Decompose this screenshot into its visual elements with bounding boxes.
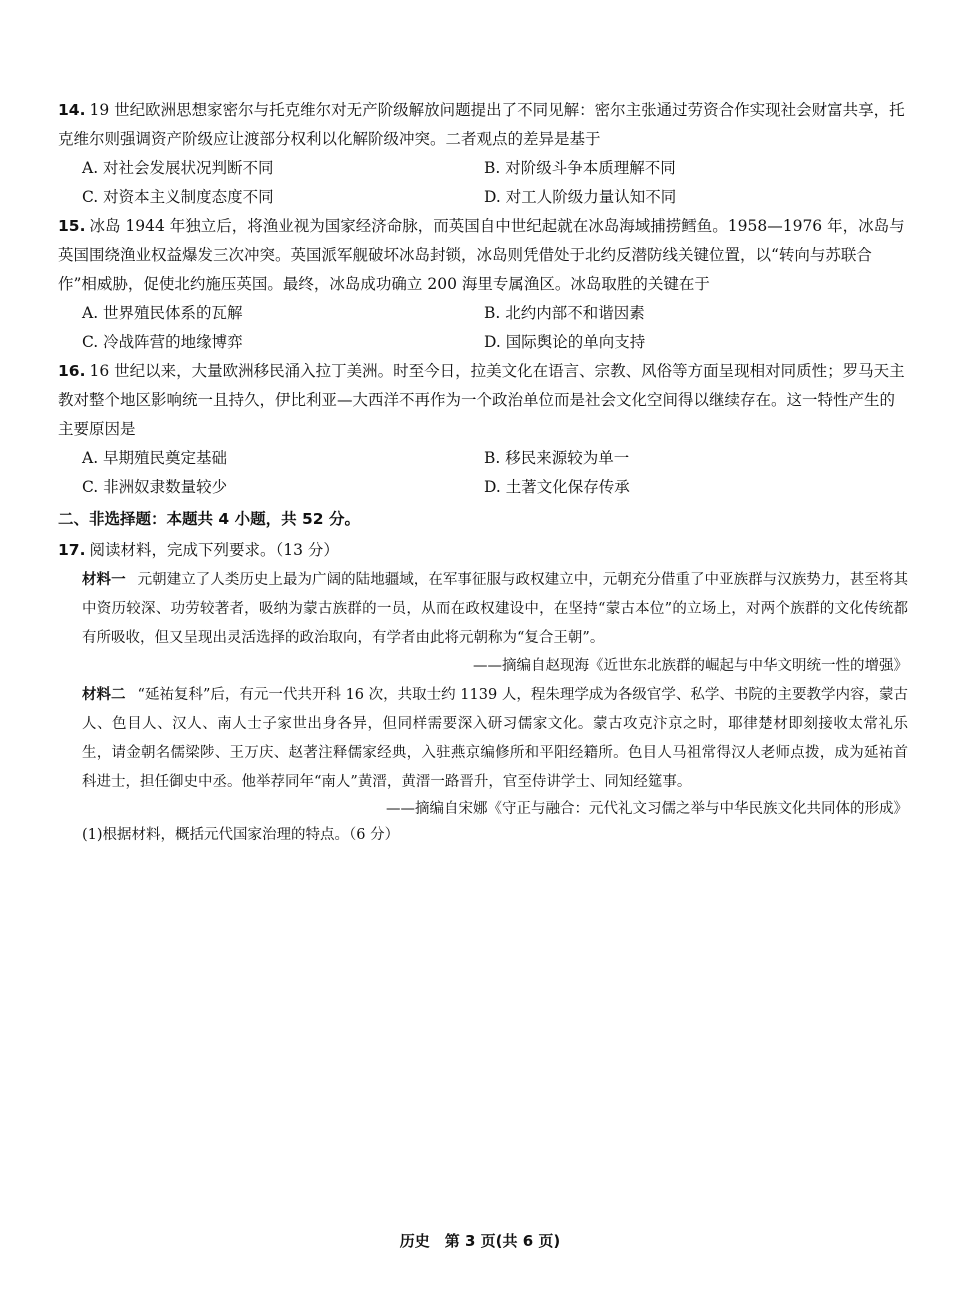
question-14-stem (58, 96, 908, 154)
option-b: B. 北约内部不和谐因素 (484, 304, 645, 322)
question-17-text: 阅读材料，完成下列要求。（13 分） (89, 541, 339, 559)
material-two-text: “延祐复科”后，有元一代共开科 16 次，共取士约 1139 人，程朱理学成为各级官学、私学、书院的主要教学内容，蒙古人、色目人、汉人、南人士子家世出身各异，但同样需要深入研习儒家文化。蒙古攻克汴京之时，耶律楚材即刻接收太常礼乐生，请金朝名儒梁陟、王万庆、赵著注释儒家经典，入驻燕京编修所和平阳经籍所。色目人马祖常得汉人老师点拨，成为延祐首科进士，担任御史中丞。他举荐同年“南人”黄溍，黄溍一路晋升，官至侍讲学士、同知经筵事。 (82, 687, 908, 790)
question-17-number: 17. (58, 541, 86, 559)
material-one-text: 元朝建立了人类历史上最为广阔的陆地疆域，在军事征服与政权建立中，元朝充分借重了中亚族群与汉族势力，甚至将其中资历较深、功劳较著者，吸纳为蒙古族群的一员，从而在政权建设中，在坚持“蒙古本位”的立场上，对两个族群的文化传统都有所吸收，但又呈现出灵活选择的政治取向，有学者由此将元朝称为“复合王朝”。 (82, 572, 908, 646)
question-14-number: 14. (58, 101, 86, 119)
option-d: D. 对工人阶级力量认知不同 (484, 188, 677, 206)
question-15-number: 15. (58, 217, 86, 235)
material-two-source: ——摘编自宋娜《守正与融合：元代礼文习儒之举与中华民族文化共同体的形成》 (386, 801, 908, 817)
question-16-number: 16. (58, 362, 86, 380)
material-two-label: 材料二 (82, 686, 126, 703)
option-d: D. 国际舆论的单向支持 (484, 333, 646, 351)
section-heading: 二、非选择题：本题共 4 小题，共 52 分。 (58, 510, 360, 528)
option-a: A. 早期殖民奠定基础 (82, 449, 228, 467)
option-b: B. 对阶级斗争本质理解不同 (484, 159, 676, 177)
material-one (82, 565, 908, 653)
question-16-text: 16 世纪以来，大量欧洲移民涌入拉丁美洲。时至今日，拉美文化在语言、宗教、风俗等方面呈现相对同质性；罗马天主教对整个地区影响统一且持久，伊比利亚—大西洋不再作为一个政治单位而是社会文化空间得以继续存在。这一特性产生的主要原因是 (58, 362, 905, 438)
option-b: B. 移民来源较为单一 (484, 449, 630, 467)
material-one-source: ——摘编自赵现海《近世东北族群的崛起与中华文明统一性的增强》 (473, 658, 908, 674)
option-a: A. 世界殖民体系的瓦解 (82, 304, 243, 322)
question-14-text: 19 世纪欧洲思想家密尔与托克维尔对无产阶级解放问题提出了不同见解：密尔主张通过劳资合作实现社会财富共享，托克维尔则强调资产阶级应让渡部分权利以化解阶级冲突。二者观点的差异是基于 (58, 101, 905, 148)
question-16 (58, 357, 908, 502)
question-15 (58, 212, 908, 357)
question-15-options (82, 299, 908, 357)
question-14-options (82, 154, 908, 212)
material-two (82, 680, 908, 797)
sub-question-1: (1)根据材料，概括元代国家治理的特点。（6 分） (82, 827, 400, 843)
option-c: C. 非洲奴隶数量较少 (82, 478, 228, 496)
question-16-options (82, 444, 908, 502)
material-one-label: 材料一 (82, 571, 126, 588)
page-footer: 历史 第 3 页(共 6 页) (399, 1232, 561, 1250)
question-16-stem (58, 357, 908, 444)
question-14 (58, 96, 908, 212)
option-c: C. 对资本主义制度态度不同 (82, 188, 274, 206)
option-a: A. 对社会发展状况判断不同 (82, 159, 274, 177)
option-c: C. 冷战阵营的地缘博弈 (82, 333, 243, 351)
question-17-stem (58, 536, 339, 565)
question-15-text: 冰岛 1944 年独立后，将渔业视为国家经济命脉，而英国自中世纪起就在冰岛海域捕捞鳕鱼。1958—1976 年，冰岛与英国围绕渔业权益爆发三次冲突。英国派军舰破坏冰岛封锁，冰岛则凭借处于北约反潜防线关键位置，以“转向与苏联合作”相威胁，促使北约施压英国。最终，冰岛成功确立 200 海里专属渔区。冰岛取胜的关键在于 (58, 217, 905, 293)
option-d: D. 土著文化保存传承 (484, 478, 630, 496)
question-15-stem (58, 212, 908, 299)
